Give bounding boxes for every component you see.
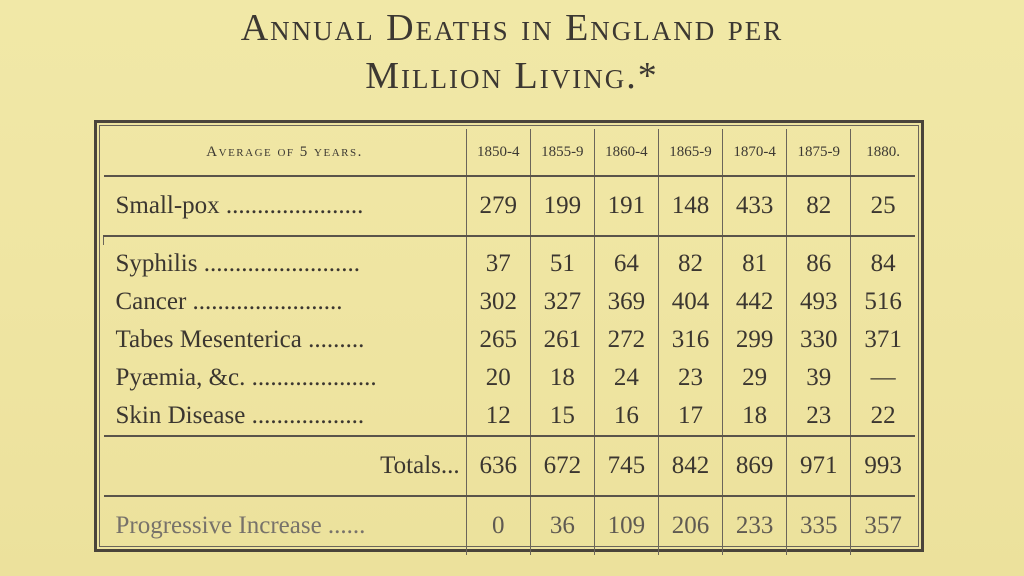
- cell-value: 191: [594, 176, 658, 236]
- total-value: 636: [466, 436, 530, 496]
- cell-value: 16: [594, 397, 658, 436]
- year-header: 1865-9: [658, 129, 722, 176]
- cell-value: 86: [787, 245, 851, 283]
- cell-value: 199: [530, 176, 594, 236]
- progressive-value: 109: [594, 496, 658, 555]
- cell-value: 25: [851, 176, 915, 236]
- cell-value: 82: [658, 245, 722, 283]
- cell-value: 15: [530, 397, 594, 436]
- total-value: 672: [530, 436, 594, 496]
- cell-value: 279: [466, 176, 530, 236]
- cell-value: 148: [658, 176, 722, 236]
- table-row-cancer: [104, 283, 916, 321]
- cell-value: 51: [530, 245, 594, 283]
- cell-value: 302: [466, 283, 530, 321]
- totals-label: Totals...: [104, 436, 467, 496]
- progressive-value: 0: [466, 496, 530, 555]
- cell-value: 327: [530, 283, 594, 321]
- cell-value: 29: [723, 359, 787, 397]
- cell-value: 371: [851, 321, 915, 359]
- progressive-value: 335: [787, 496, 851, 555]
- row-label: Skin Disease ..................: [104, 397, 467, 436]
- cell-value: 64: [594, 245, 658, 283]
- cell-value: 82: [787, 176, 851, 236]
- total-value: 993: [851, 436, 915, 496]
- cell-value: 84: [851, 245, 915, 283]
- cell-value: 12: [466, 397, 530, 436]
- table-row-skin-disease: [104, 397, 916, 436]
- cell-value: 81: [723, 245, 787, 283]
- cell-value: 18: [530, 359, 594, 397]
- progressive-value: 206: [658, 496, 722, 555]
- cell-value: 316: [658, 321, 722, 359]
- row-label: Syphilis .........................: [115, 250, 360, 277]
- row-label: Tabes Mesenterica .........: [115, 326, 365, 353]
- deaths-table-frame: [94, 120, 924, 552]
- deaths-table: [103, 129, 915, 555]
- cell-value: —: [851, 359, 915, 397]
- cell-value: 272: [594, 321, 658, 359]
- row-label: Cancer ........................: [115, 288, 343, 315]
- cell-value: 330: [787, 321, 851, 359]
- spacer-row: [104, 236, 916, 245]
- progressive-value: 233: [723, 496, 787, 555]
- cell-value: 442: [723, 283, 787, 321]
- year-header: 1880.: [851, 129, 915, 176]
- cell-value: 18: [723, 397, 787, 436]
- cell-value: 433: [723, 176, 787, 236]
- cell-value: 24: [594, 359, 658, 397]
- year-header: 1870-4: [723, 129, 787, 176]
- cell-value: 23: [658, 359, 722, 397]
- total-value: 869: [723, 436, 787, 496]
- table-row-tabes-mesenterica: [104, 321, 916, 359]
- year-header: 1850-4: [466, 129, 530, 176]
- cell-value: 23: [787, 397, 851, 436]
- table-row-pyaemia: [104, 359, 916, 397]
- cell-value: 261: [530, 321, 594, 359]
- cell-value: 22: [851, 397, 915, 436]
- total-value: 745: [594, 436, 658, 496]
- header-label: Average of 5 years.: [104, 129, 467, 176]
- cell-value: 17: [658, 397, 722, 436]
- cell-value: 516: [851, 283, 915, 321]
- page-title-line-1: Annual Deaths in England per: [240, 7, 784, 49]
- progressive-label: Progressive Increase ......: [115, 512, 366, 539]
- header-row: [104, 129, 916, 176]
- cell-value: 265: [466, 321, 530, 359]
- progressive-value: 357: [851, 496, 915, 555]
- row-label: Pyæmia, &c. ....................: [115, 364, 377, 391]
- cell-value: 404: [658, 283, 722, 321]
- total-value: 842: [658, 436, 722, 496]
- table-row-totals: [104, 436, 916, 496]
- cell-value: 369: [594, 283, 658, 321]
- cell-value: 299: [723, 321, 787, 359]
- year-header: 1860-4: [594, 129, 658, 176]
- total-value: 971: [787, 436, 851, 496]
- year-header: 1855-9: [530, 129, 594, 176]
- table-row-progressive-increase: [104, 496, 916, 555]
- progressive-value: 36: [530, 496, 594, 555]
- cell-value: 37: [466, 245, 530, 283]
- cell-value: 20: [466, 359, 530, 397]
- row-label: Small-pox ......................: [104, 176, 467, 236]
- table-row-small-pox: [104, 176, 916, 236]
- table-row-syphilis: [104, 245, 916, 283]
- cell-value: 493: [787, 283, 851, 321]
- page-title-line-2: Million Living.*: [365, 55, 659, 97]
- cell-value: 39: [787, 359, 851, 397]
- year-header: 1875-9: [787, 129, 851, 176]
